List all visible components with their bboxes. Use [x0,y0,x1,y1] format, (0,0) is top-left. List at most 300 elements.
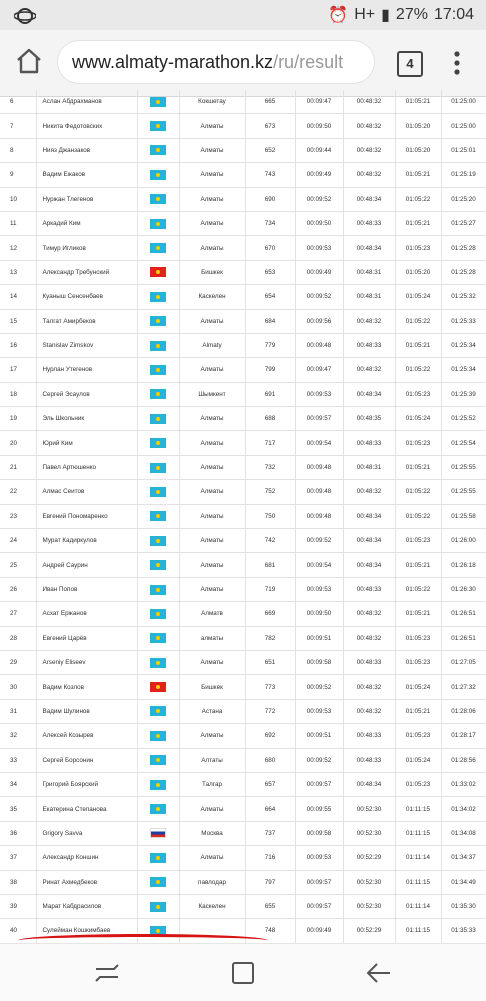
runner-name: Алексей Козырев [36,724,137,748]
country-flag-icon [137,553,179,577]
table-row [0,407,486,431]
split-time-1: 00:09:52 [295,748,343,772]
runner-name: Павел Артюшенко [36,455,137,479]
split-time-3: 01:05:23 [395,529,441,553]
city: Шымкент [179,382,245,406]
runner-name: Талгат Амирбеков [36,309,137,333]
flag-icon [150,877,166,887]
city: Алматы [179,480,245,504]
split-time-2: 00:48:32 [343,675,395,699]
table-row [0,650,486,674]
row-number: 37 [0,846,36,870]
split-time-1: 00:09:55 [295,797,343,821]
bib-number: 652 [245,138,295,162]
results-table [0,90,486,943]
runner-name: Ринат Ахмедбеков [36,870,137,894]
country-flag-icon [137,114,179,138]
table-row [0,504,486,528]
split-time-1: 00:09:47 [295,90,343,114]
split-time-3: 01:05:22 [395,309,441,333]
country-flag-icon [137,431,179,455]
finish-time: 01:35:33 [441,919,486,943]
row-number: 36 [0,821,36,845]
split-time-1: 00:09:51 [295,626,343,650]
battery-label: 27% [395,6,428,23]
country-flag-icon [137,772,179,796]
split-time-2: 00:48:33 [343,431,395,455]
city: Алматы [179,431,245,455]
runner-name: Нияз Джанзаков [36,138,137,162]
city: павлодар [179,870,245,894]
runner-name: Евгений Царёв [36,626,137,650]
city: Алматв [179,602,245,626]
runner-name: Тимур Игликов [36,236,137,260]
row-number: 10 [0,187,36,211]
bib-number: 688 [245,407,295,431]
table-row [0,187,486,211]
split-time-2: 00:48:32 [343,626,395,650]
table-row [0,358,486,382]
city: Алматы [179,650,245,674]
country-flag-icon [137,675,179,699]
city: Москва [179,821,245,845]
country-flag-icon [137,260,179,284]
row-number: 8 [0,138,36,162]
finish-time: 01:25:34 [441,333,486,357]
bib-number: 743 [245,163,295,187]
country-flag-icon [137,309,179,333]
flag-icon [150,682,166,692]
table-row [0,163,486,187]
bib-number: 655 [245,894,295,918]
table-row [0,846,486,870]
city: Алматы [179,138,245,162]
app-launcher-icon [14,5,36,32]
split-time-1: 00:09:44 [295,138,343,162]
flag-icon [150,170,166,180]
row-number: 25 [0,553,36,577]
table-row [0,772,486,796]
country-flag-icon [137,650,179,674]
status-bar [0,0,486,30]
table-row [0,797,486,821]
finish-time: 01:26:30 [441,577,486,601]
flag-icon [150,219,166,229]
row-number: 6 [0,90,36,114]
bib-number: 717 [245,431,295,455]
table-row [0,309,486,333]
split-time-1: 00:09:53 [295,699,343,723]
split-time-3: 01:05:21 [395,163,441,187]
url-path: /ru/result [273,52,344,72]
table-row [0,480,486,504]
finish-time: 01:26:51 [441,602,486,626]
country-flag-icon [137,236,179,260]
country-flag-icon [137,504,179,528]
runner-name: Аслан Абдрахманов [36,90,137,114]
split-time-2: 00:48:33 [343,650,395,674]
finish-time: 01:34:02 [441,797,486,821]
split-time-3: 01:05:21 [395,602,441,626]
city: Алматы [179,211,245,235]
bib-number: 670 [245,236,295,260]
split-time-1: 00:09:54 [295,431,343,455]
runner-name: Stanislav Zimskov [36,333,137,357]
tab-switcher-button[interactable]: 4 [397,51,423,77]
table-row [0,577,486,601]
finish-time: 01:25:34 [441,358,486,382]
address-bar[interactable] [58,41,374,83]
finish-time: 01:25:28 [441,260,486,284]
split-time-1: 00:09:48 [295,480,343,504]
split-time-1: 00:09:53 [295,577,343,601]
bib-number: 719 [245,577,295,601]
home-icon[interactable] [14,46,44,76]
row-number: 14 [0,285,36,309]
split-time-3: 01:05:22 [395,504,441,528]
runner-name: Марат Кабдрасилов [36,894,137,918]
flag-icon [150,731,166,741]
city: Алматы [179,529,245,553]
country-flag-icon [137,455,179,479]
flag-icon [150,194,166,204]
table-row [0,285,486,309]
bib-number: 779 [245,333,295,357]
country-flag-icon [137,187,179,211]
country-flag-icon [137,382,179,406]
finish-time: 01:25:55 [441,480,486,504]
runner-name: Андрей Саурин [36,553,137,577]
finish-time: 01:34:49 [441,870,486,894]
flag-icon [150,121,166,131]
split-time-1: 00:09:48 [295,455,343,479]
table-row [0,333,486,357]
row-number: 13 [0,260,36,284]
split-time-3: 01:05:24 [395,748,441,772]
row-number: 7 [0,114,36,138]
table-row [0,724,486,748]
bib-number: 669 [245,602,295,626]
city: Талгар [179,772,245,796]
split-time-2: 00:48:31 [343,455,395,479]
split-time-1: 00:09:49 [295,260,343,284]
split-time-1: 00:09:49 [295,919,343,943]
runner-name: Нуржан Тлегенов [36,187,137,211]
flag-icon [150,511,166,521]
city: Астана [179,699,245,723]
city: Алматы [179,236,245,260]
flag-icon [150,145,166,155]
split-time-2: 00:48:34 [343,553,395,577]
runner-name: Алмас Сеитов [36,480,137,504]
country-flag-icon [137,163,179,187]
split-time-2: 00:48:32 [343,114,395,138]
table-row [0,236,486,260]
runner-name: Arseniy Eliseev [36,650,137,674]
bib-number: 690 [245,187,295,211]
finish-time: 01:27:32 [441,675,486,699]
split-time-2: 00:48:31 [343,260,395,284]
bib-number: 752 [245,480,295,504]
finish-time: 01:25:00 [441,114,486,138]
row-number: 9 [0,163,36,187]
city: Алматы [179,455,245,479]
city: алматы [179,626,245,650]
row-number: 16 [0,333,36,357]
table-row [0,211,486,235]
split-time-1: 00:09:48 [295,333,343,357]
table-row [0,431,486,455]
split-time-3: 01:11:15 [395,797,441,821]
country-flag-icon [137,846,179,870]
split-time-1: 00:09:48 [295,504,343,528]
bib-number: 750 [245,504,295,528]
finish-time: 01:25:27 [441,211,486,235]
city: Алматы [179,553,245,577]
row-number: 33 [0,748,36,772]
split-time-2: 00:48:34 [343,772,395,796]
split-time-3: 01:05:24 [395,285,441,309]
bib-number: 773 [245,675,295,699]
city: Алматы [179,797,245,821]
split-time-3: 01:05:20 [395,114,441,138]
split-time-3: 01:05:22 [395,358,441,382]
row-number: 23 [0,504,36,528]
country-flag-icon [137,797,179,821]
recent-apps-icon[interactable] [92,958,122,988]
split-time-3: 01:05:23 [395,650,441,674]
flag-icon [150,902,166,912]
runner-name: Вадим Ежаков [36,163,137,187]
finish-time: 01:25:19 [441,163,486,187]
split-time-1: 00:09:54 [295,553,343,577]
runner-name: Сергей Эсаулов [36,382,137,406]
table-row [0,455,486,479]
split-time-3: 01:11:15 [395,919,441,943]
table-row [0,602,486,626]
system-navigation-bar [0,943,486,1001]
split-time-1: 00:09:51 [295,724,343,748]
runner-name: Александр Требунский [36,260,137,284]
table-row [0,748,486,772]
city: Алматы [179,358,245,382]
country-flag-icon [137,870,179,894]
split-time-1: 00:09:47 [295,358,343,382]
browser-toolbar [0,30,486,97]
finish-time: 01:25:54 [441,431,486,455]
finish-time: 01:25:58 [441,504,486,528]
bib-number: 653 [245,260,295,284]
split-time-3: 01:05:22 [395,480,441,504]
split-time-3: 01:05:23 [395,382,441,406]
split-time-1: 00:09:58 [295,650,343,674]
country-flag-icon [137,577,179,601]
city: Бишкек [179,260,245,284]
row-number: 39 [0,894,36,918]
bib-number: 673 [245,114,295,138]
flag-icon [150,414,166,424]
bib-number: 772 [245,699,295,723]
split-time-3: 01:11:14 [395,846,441,870]
split-time-2: 00:48:32 [343,138,395,162]
finish-time: 01:28:17 [441,724,486,748]
row-number: 12 [0,236,36,260]
table-row [0,626,486,650]
row-number: 26 [0,577,36,601]
row-number: 24 [0,529,36,553]
finish-time: 01:26:18 [441,553,486,577]
city: Каскелен [179,285,245,309]
split-time-2: 00:48:33 [343,748,395,772]
country-flag-icon [137,821,179,845]
flag-icon [150,97,166,107]
finish-time: 01:25:00 [441,90,486,114]
split-time-3: 01:05:23 [395,431,441,455]
row-number: 11 [0,211,36,235]
split-time-3: 01:05:21 [395,333,441,357]
split-time-1: 00:09:57 [295,894,343,918]
split-time-1: 00:09:52 [295,675,343,699]
split-time-3: 01:05:21 [395,699,441,723]
table-row [0,894,486,918]
split-time-1: 00:09:53 [295,236,343,260]
runner-name: Иван Попов [36,577,137,601]
split-time-2: 00:52:29 [343,846,395,870]
bib-number: 681 [245,553,295,577]
finish-time: 01:25:01 [441,138,486,162]
runner-name: Сулейман Кошкимбаев [36,919,137,943]
table-row [0,699,486,723]
row-number: 38 [0,870,36,894]
runner-name: Grigory Savva [36,821,137,845]
city: Алматы [179,309,245,333]
finish-time: 01:35:30 [441,894,486,918]
home-button-icon[interactable] [228,958,258,988]
split-time-2: 00:52:30 [343,870,395,894]
time-label: 17:04 [433,6,474,23]
more-menu-icon[interactable] [452,48,462,78]
flag-icon [150,706,166,716]
city: Алматы [179,187,245,211]
split-time-2: 00:48:33 [343,211,395,235]
split-time-2: 00:48:33 [343,577,395,601]
flag-icon [150,828,166,838]
finish-time: 01:25:39 [441,382,486,406]
back-icon[interactable] [364,958,394,988]
row-number: 30 [0,675,36,699]
finish-time: 01:26:00 [441,529,486,553]
runner-name: Екатерина Степанова [36,797,137,821]
bib-number: 654 [245,285,295,309]
runner-name: Юрий Ким [36,431,137,455]
table-row [0,675,486,699]
flag-icon [150,389,166,399]
finish-time: 01:25:28 [441,236,486,260]
row-number: 27 [0,602,36,626]
split-time-2: 00:52:30 [343,797,395,821]
split-time-2: 00:48:34 [343,187,395,211]
bib-number: 691 [245,382,295,406]
split-time-1: 00:09:49 [295,163,343,187]
bib-number: 799 [245,358,295,382]
split-time-2: 00:48:35 [343,407,395,431]
bib-number: 748 [245,919,295,943]
country-flag-icon [137,138,179,162]
row-number: 15 [0,309,36,333]
runner-name: Александр Коншин [36,846,137,870]
finish-time: 01:33:02 [441,772,486,796]
bib-number: 684 [245,309,295,333]
results-table-container[interactable] [0,90,486,943]
country-flag-icon [137,748,179,772]
flag-icon [150,755,166,765]
table-row [0,90,486,114]
runner-name: Аркадий Ким [36,211,137,235]
runner-name: Вадим Шулинов [36,699,137,723]
runner-name: Мурат Кадиркулов [36,529,137,553]
bib-number: 737 [245,821,295,845]
runner-name: Григорий Боярский [36,772,137,796]
bib-number: 651 [245,650,295,674]
split-time-2: 00:48:33 [343,333,395,357]
split-time-2: 00:52:30 [343,894,395,918]
finish-time: 01:34:37 [441,846,486,870]
split-time-2: 00:48:34 [343,504,395,528]
row-number: 19 [0,407,36,431]
country-flag-icon [137,602,179,626]
runner-name: Эль Школьник [36,407,137,431]
split-time-3: 01:05:21 [395,455,441,479]
split-time-3: 01:05:22 [395,187,441,211]
split-time-3: 01:05:23 [395,772,441,796]
split-time-3: 01:11:15 [395,870,441,894]
split-time-1: 00:09:58 [295,821,343,845]
finish-time: 01:25:32 [441,285,486,309]
flag-icon [150,560,166,570]
split-time-2: 00:48:33 [343,724,395,748]
flag-icon [150,292,166,302]
flag-icon [150,536,166,546]
city: Алматы [179,724,245,748]
split-time-1: 00:09:57 [295,870,343,894]
flag-icon [150,609,166,619]
finish-time: 01:28:56 [441,748,486,772]
split-time-3: 01:05:23 [395,626,441,650]
split-time-3: 01:05:20 [395,260,441,284]
city: Алматы [179,163,245,187]
split-time-3: 01:11:14 [395,894,441,918]
finish-time: 01:25:52 [441,407,486,431]
split-time-1: 00:09:57 [295,772,343,796]
row-number: 17 [0,358,36,382]
split-time-1: 00:09:50 [295,602,343,626]
bib-number: 734 [245,211,295,235]
bib-number: 782 [245,626,295,650]
city: Бишкек [179,675,245,699]
split-time-1: 00:09:50 [295,114,343,138]
split-time-2: 00:48:32 [343,480,395,504]
country-flag-icon [137,480,179,504]
row-number: 18 [0,382,36,406]
flag-icon [150,341,166,351]
table-row [0,529,486,553]
split-time-1: 00:09:52 [295,529,343,553]
city: Алматы [179,504,245,528]
runner-name: Евгений Пономаренко [36,504,137,528]
split-time-3: 01:05:22 [395,577,441,601]
city: Алматы [179,846,245,870]
flag-icon [150,316,166,326]
